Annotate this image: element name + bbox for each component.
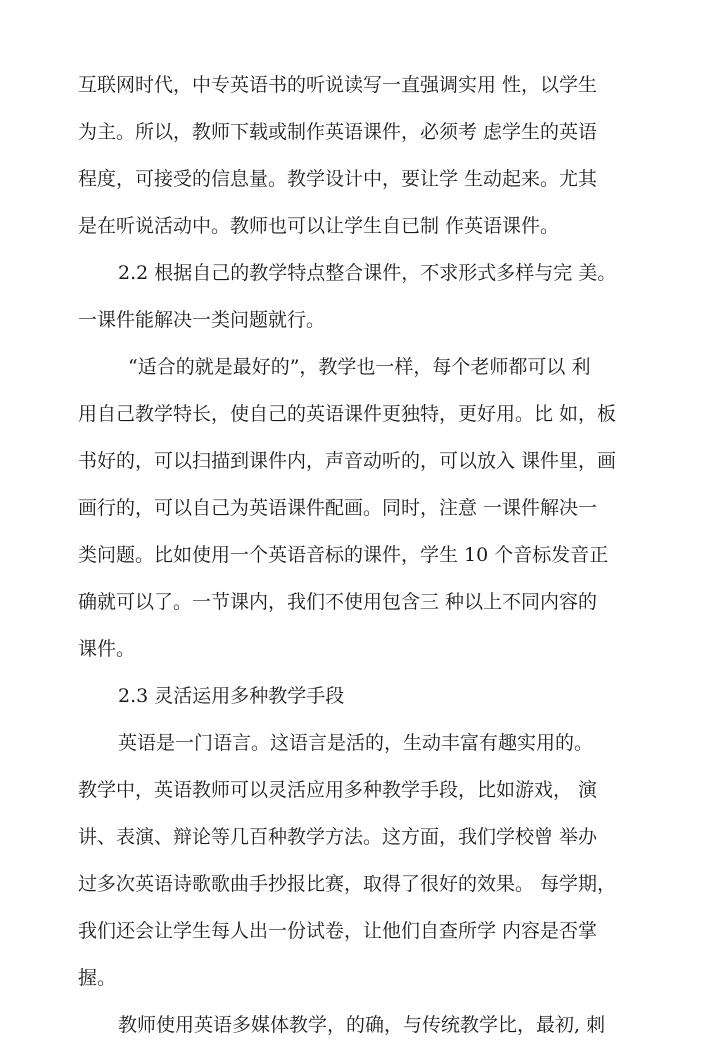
text-line: 教学中，英语教师可以灵活应用多种教学手段，比如游戏， 演 (78, 779, 598, 801)
text-line: 确就可以了。一节课内，我们不使用包含三 种以上不同内容的 (78, 591, 598, 613)
text-line: 书好的，可以扫描到课件内，声音动听的，可以放入 课件里，画 (78, 450, 617, 472)
text-line: 过多次英语诗歌歌曲手抄报比赛，取得了很好的效果。 每学期， (78, 873, 617, 895)
text-line: 互联网时代，中专英语书的听说读写一直强调实用 性，以学生 (78, 74, 598, 96)
text-line: 类问题。比如使用一个英语音标的课件，学生 10 个音标发音正 (78, 544, 609, 566)
text-line: 课件。 (78, 638, 136, 660)
text-line: 画行的，可以自己为英语课件配画。同时，注意 一课件解决一 (78, 497, 598, 519)
text-line: 我们还会让学生每人出一份试卷，让他们自查所学 内容是否掌 (78, 920, 598, 942)
text-line: 讲、表演、辩论等几百种教学方法。这方面，我们学校曾 举办 (78, 826, 598, 848)
text-line: 握。 (78, 967, 117, 989)
section-heading-2-3: 2.3 灵活运用多种教学手段 (118, 685, 345, 707)
text-line: “适合的就是最好的”，教学也一样，每个老师都可以 利 (128, 356, 591, 378)
text-line: 教师使用英语多媒体教学，的确，与传统教学比，最初, 刺 (118, 1014, 606, 1036)
text-line: 用自己教学特长，使自己的英语课件更独特，更好用。比 如，板 (78, 403, 617, 425)
text-line: 程度，可接受的信息量。教学设计中，要让学 生动起来。尤其 (78, 168, 598, 190)
text-line: 一课件能解决一类问题就行。 (78, 309, 326, 331)
section-heading-2-2: 2.2 根据自己的教学特点整合课件，不求形式多样与完 美。 (118, 262, 617, 284)
text-line: 为主。所以，教师下载或制作英语课件，必须考 虑学生的英语 (78, 121, 598, 143)
text-line: 是在听说活动中。教师也可以让学生自已制 作英语课件。 (78, 215, 560, 237)
text-line: 英语是一门语言。这语言是活的，生动丰富有趣实用的。 (118, 732, 594, 754)
